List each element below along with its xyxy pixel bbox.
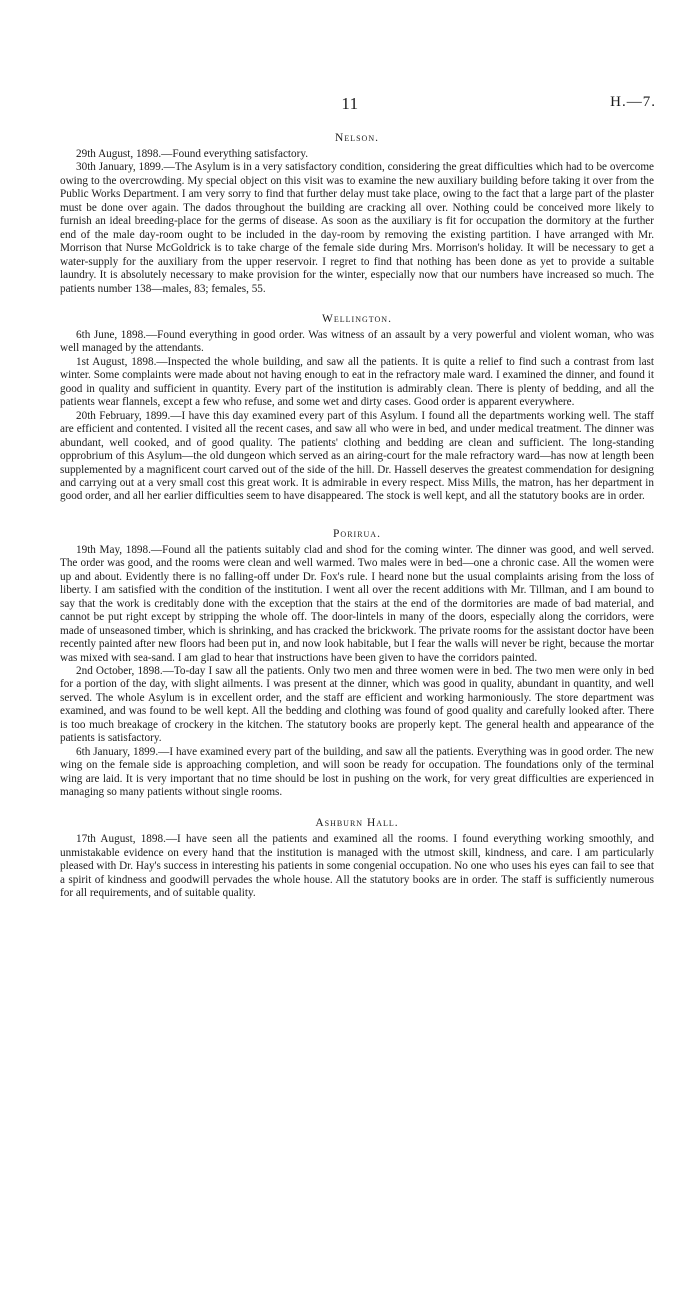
report-paragraph: 29th August, 1898.—Found everything satisfactory. — [76, 148, 309, 160]
section-ashburn-hall — [60, 817, 654, 900]
section-heading: Wellington. — [322, 312, 392, 325]
section-heading: Nelson. — [335, 132, 379, 144]
report-paragraph: 6th June, 1898.—Found everything in good order. Was witness of an assault by a very powerful and violent woman, who was well managed by the attendants. — [60, 328, 654, 355]
section-heading: Ashburn Hall. — [315, 817, 399, 830]
section-porirua — [60, 528, 654, 800]
page-number: 11 — [341, 94, 359, 113]
document-reference: H.—7. — [610, 94, 656, 110]
section-heading: Porirua. — [333, 527, 381, 540]
report-body — [60, 132, 654, 915]
report-paragraph: 19th May, 1898.—Found all the patients suitably clad and shod for the coming winter. The dinner was good, and well served. The order was good, and the rooms were clean and well warmed. Two males were in bed—one a chronic case. All the women were up and about. Evidently there is no falling-off under Dr. Fox's rule. I heard none but the usual complaints arising from the loss of liberty. I am satisfied with the condition of the institution. I went all over the recent additions with Mr. Tillman, and I am bound to say that the work is creditably done with the exception that the stairs at the end of the dormitories are made of bad material, and cannot be put right except by stripping the whole off. The door-lintels in many of the doors, especially along the corridors, were made of unseasoned timber, which is shrinking, and has cracked the brickwork. The private rooms for the assistant doctor have been recently painted after new floors had been put in, and now look habitable, but I fear the walls will never be right, because the mortar was mixed with sea-sand. I am glad to hear that instructions have been given to have the corridors painted. — [60, 543, 654, 664]
section-nelson — [60, 132, 654, 296]
report-paragraph: 2nd October, 1898.—To-day I saw all the patients. Only two men and three women were in bed. The two men were only in bed for a portion of the day, with slight ailments. I was present at the dinner, which was good in quality, abundant in quantity, and well served. The whole Asylum is in excellent order, and the staff are efficient and working harmoniously. The store department was examined, and was found to be well kept. All the bedding and clothing was found of good quality and carefully looked after. There is too much breakage of crockery in the kitchen. The statutory books are properly kept. The general health and appearance of the patients is satisfactory. — [60, 664, 654, 745]
report-paragraph: 17th August, 1898.—I have seen all the patients and examined all the rooms. I found everything working smoothly, and unmistakable evidence on every hand that the institution is managed with the utmost skill, kindness, and care. I am particularly pleased with Dr. Hay's success in interesting his patients in some congenial occupation. No one who uses his eyes can fail to see that a spirit of kindness and goodwill pervades the whole house. All the statutory books are in order. The staff is sufficiently numerous for all requirements, and of suitable quality. — [60, 833, 654, 900]
report-paragraph: 1st August, 1898.—Inspected the whole building, and saw all the patients. It is quite a relief to find such a contrast from last winter. Some complaints were made about not having enough to eat in the refractory male ward. I examined the dinner, and found it good in quality and sufficient in quantity. Every part of the institution is admirably clean. There is plenty of bedding, and all the patients wear flannels, except a few who refuse, and some wet and dirty cases. Good order is apparent everywhere. — [60, 355, 654, 409]
report-paragraph: 20th February, 1899.—I have this day examined every part of this Asylum. I found all the departments working well. The staff are efficient and contented. I visited all the recent cases, and saw all who were in bed, and under medical treatment. The dinner was abundant, well cooked, and of good quality. The patients' clothing and bedding are clean and sufficient. The long-standing opprobrium of this Asylum—the old dungeon which served as an airing-court for the male refractory ward—has now at length been supplemented by a magnificent court carved out of the side of the hill. Dr. Hassell deserves the greatest commendation for designing and carrying out at a very small cost this great work. It is admirable in every respect. Miss Mills, the matron, has her department in good order, and all her earlier difficulties seem to have disappeared. The stock is well kept, and all the statutory books are in order. — [60, 409, 654, 503]
report-paragraph: 30th January, 1899.—The Asylum is in a very satisfactory condition, considering the great difficulties which had to be overcome owing to the overcrowding. My special object on this visit was to examine the new auxiliary building before taking it over from the Public Works Department. I am very sorry to find that further delay must take place, owing to the fact that a large part of the plaster must be done over again. The dados throughout the building are cracking all over. Nothing could be conceived more likely to furnish an ideal breeding-place for the germs of disease. As soon as the auxiliary is fit for occupation the dormitory at the further end of the male day-room ought to be included in the day-room by removing the existing partition. I have arranged with Mr. Morrison that Nurse McGoldrick is to take charge of the female side during Mrs. Morrison's holiday. It will be necessary to get a water-supply for the auxiliary from the upper reservoir. I regret to find that nothing has been done as yet to provide a suitable laundry. It is absolutely necessary to make provision for the winter, especially now that our numbers have increased so much. The patients number 138—males, 83; females, 55. — [60, 161, 654, 295]
report-paragraph: 6th January, 1899.—I have examined every part of the building, and saw all the patients. Everything was in good order. The new wing on the female side is approaching completion, and will soon be ready for occupation. The foundations only of the terminal wing are laid. It is very important that no time should be lost in pushing on the work, for very great difficulties are experienced in managing so many patients without single rooms. — [60, 745, 654, 799]
section-wellington — [60, 313, 654, 504]
